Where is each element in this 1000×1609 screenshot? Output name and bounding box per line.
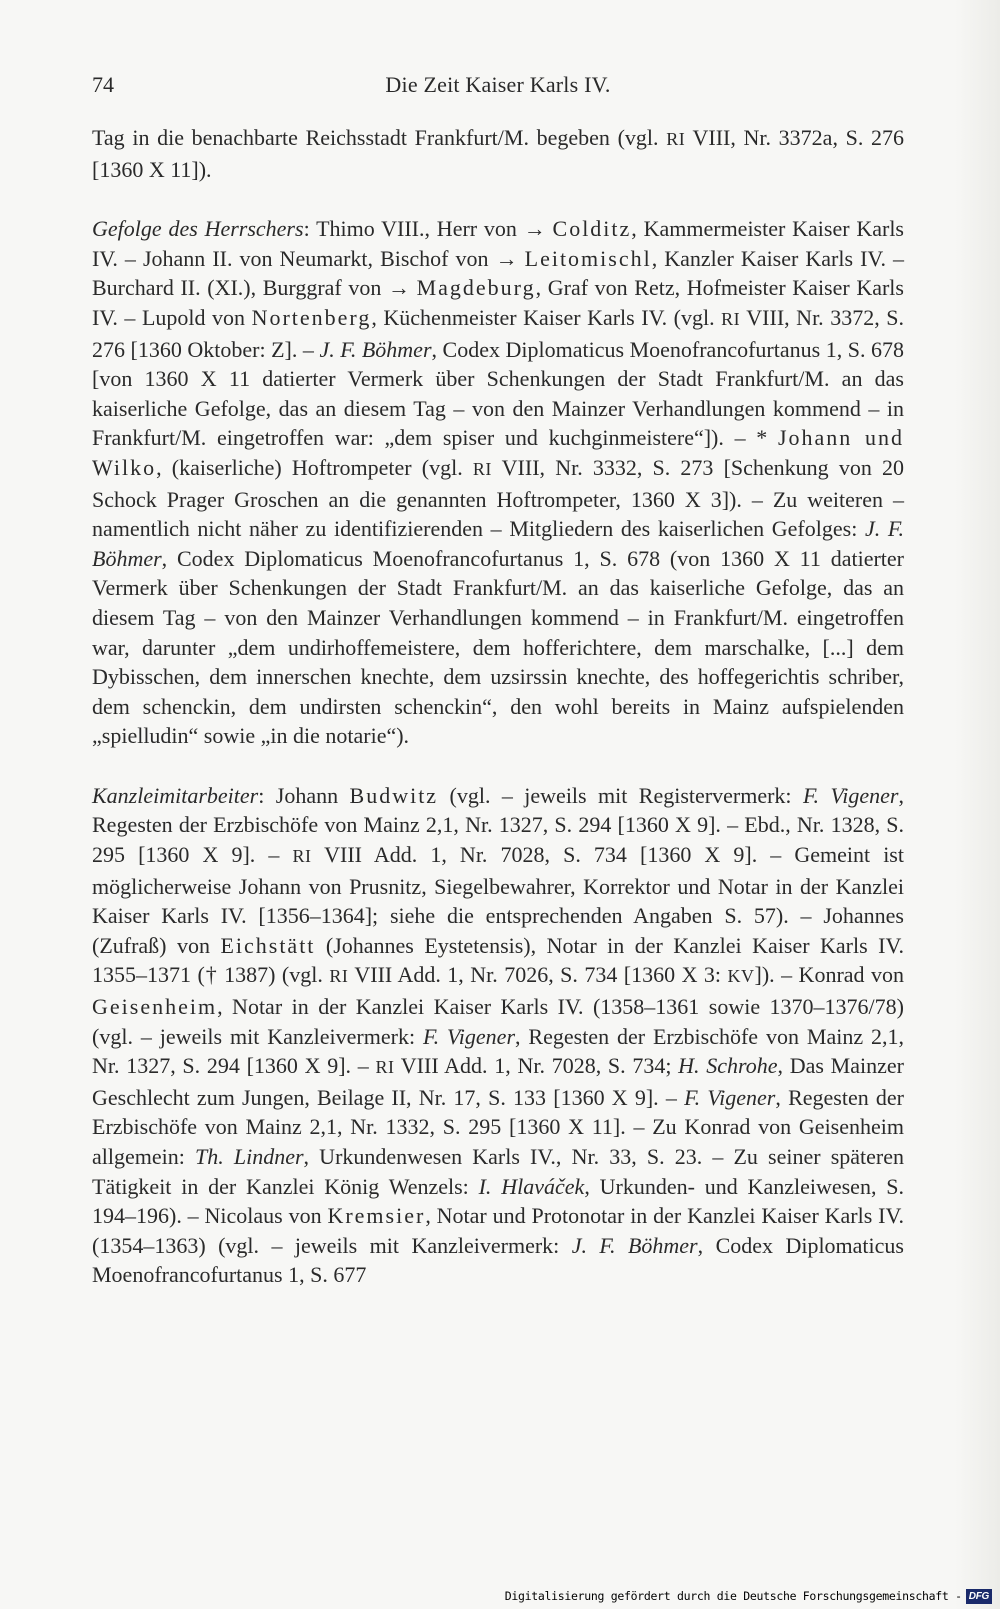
text-run: , Regesten der Erzbischöfe von Mainz 2,1, Nr. 1327, S. 294 [1360 X 9]. – [92,1023,904,1079]
abbrev-kv: KV [727,966,755,987]
page-number: 74 [92,72,114,97]
place-name: Geisenheim [92,994,218,1020]
text-run: VIII, Nr. 3372a, S. 276 [1360 X 11]). [92,125,905,182]
text-run: VIII Add. 1, Nr. 7026, S. 734 [1360 X 3: [348,962,728,988]
place-name: Leitomischl [524,245,652,271]
text-run: , Regesten der Erzbischöfe von Mainz 2,1, Nr. 1327, S. 294 [1360 X 9]. – Ebd., Nr. 1328, S. 295 [1360 X 9]. – [92,782,904,868]
digitization-credit [505,1587,992,1605]
text-run: , Kammermeister Kaiser Karls IV. – Johann II. von Neumarkt, Bischof von → [92,216,904,271]
dfg-logo: DFG [966,1589,992,1604]
place-name: Budwitz [349,782,439,808]
abbrev-ri: RI [292,846,312,867]
place-name: Magdeburg [416,275,536,301]
abbrev-ri: RI [472,458,492,479]
running-head [92,72,904,102]
paragraph-kanzlei [92,781,904,1290]
abbrev-ri: RI [666,129,686,149]
person-name: Johann und Wilko [92,425,904,480]
place-name: Eichstätt [220,932,316,958]
text-run: , Graf von Retz, Hofmeister Kaiser Karls IV. – Lupold von [92,275,904,330]
text-run: , Codex Diplomaticus Moenofrancofurtanus 1, S. 677 [92,1232,904,1288]
author-citation: F. Vigener [422,1023,516,1049]
author-citation: H. Schrohe [678,1053,778,1079]
text-run: , Küchenmeister Kaiser Karls IV. (vgl. [371,304,722,330]
author-citation: J. F. Böhmer [319,336,432,362]
text-run: , Urkundenwesen Karls IV., Nr. 33, S. 23. – Zu seiner späteren Tätigkeit in der Kanzlei König Wenzels: [92,1144,904,1199]
author-citation: J. F. Böhmer [92,516,904,571]
paragraph-gefolge [92,214,904,751]
author-citation: F. Vigener [802,782,899,808]
paragraph-intro [92,123,904,184]
place-name: Colditz [552,216,632,242]
text-run: : Thimo VIII., Herr von → [303,216,553,242]
text-run: , Kanzler Kaiser Karls IV. – Burchard II. (XI.), Burggraf von → [92,245,904,301]
author-citation: Th. Lindner [195,1144,304,1169]
text-run: , Notar und Protonotar in der Kanzlei Kaiser Karls IV. (1354–1363) (vgl. – jeweils mit Kanzleivermerk: [92,1203,905,1258]
place-name: Nortenberg [251,304,372,330]
text-run: VIII Add. 1, Nr. 7028, S. 734 [1360 X 9]. – Gemeint ist möglicherweise Johann von Prusnitz, Siegelbewahrer, Korrektor und Notar in der Kanzlei Kaiser Karls IV. [1356–1364]; siehe die entsprechenden Angaben S. 57). – Johannes (Zufraß) von [92,842,904,958]
text-run: Tag in die benachbarte Reichsstadt Frankfurt/M. begeben (vgl. [92,125,667,150]
text-run: , Urkunden- und Kanzleiwesen, S. 194–196). – Nicolaus von [92,1173,904,1229]
text-run: , (kaiserliche) Hoftrompeter (vgl. [156,454,473,480]
text-run: , Codex Diplomaticus Moenofrancofurtanus 1, S. 678 [von 1360 X 11 datierter Vermerk über Schenkungen der Stadt Frankfurt/M. an das kaiserliche Gefolge, das an diesem Tag – von den Mainzer Verhandlungen kommend – in Frankfurt/M. eingetroffen war: „dem spiser und kuchginmeistere“]). – * [92,336,904,451]
text-run: VIII, Nr. 3332, S. 273 [Schenkung von 20 Schock Prager Groschen an die genannten Hoftrompeter, 1360 X 3]). – Zu weiteren – namentlich nicht näher zu identifizierenden – Mitgliedern des kaiserlichen Gefolges: [92,454,905,542]
credit-text: Digitalisierung gefördert durch die Deutsche Forschungsgemeinschaft - [504,1589,962,1603]
text-run: , Notar in der Kanzlei Kaiser Karls IV. (1358–1361 sowie 1370–1376/78) (vgl. – jeweils mit Kanzleivermerk: [92,994,904,1049]
text-run: (vgl. – jeweils mit Registervermerk: [438,782,803,808]
section-heading-kanzlei: Kanzleimitarbeiter [92,782,259,808]
text-run: , Codex Diplomaticus Moenofrancofurtanus 1, S. 678 (von 1360 X 11 datierter Vermerk über Schenkungen der Stadt Frankfurt/M. an das kaiserliche Gefolge, das an diesem Tag – von den Mainzer Verhandlungen kommend – in Frankfurt/M. eingetroffen war, darunter „dem undirhoffemeistere, dem hofferichtere, dem marschalke, [...] dem Dybisschen, dem innerschen knechte, dem uzsirssin knechte, des hoffegerichtis schriber, dem schenckin, dem undirsten schenckin“, den wohl bereits in Mainz aufspielenden „spielludin“ sowie „in die notarie“). [92,545,904,749]
author-citation: F. Vigener [684,1084,776,1110]
text-run: , Das Mainzer Geschlecht zum Jungen, Beilage II, Nr. 17, S. 133 [1360 X 9]. – [92,1053,904,1110]
abbrev-ri: RI [329,966,349,987]
page-edge-shadow [955,0,1000,1609]
section-heading-gefolge: Gefolge des Herrschers [92,216,304,242]
text-run: ]). – Konrad von [754,962,904,988]
author-citation: J. F. Böhmer [571,1232,698,1258]
place-name: Kremsier [327,1203,426,1229]
text-run: VIII, Nr. 3372, S. 276 [1360 Oktober: Z]. – [92,304,904,362]
text-run: (Johannes Eystetensis), Notar in der Kanzlei Kaiser Karls IV. 1355–1371 († 1387) (vgl. [92,932,904,988]
page-body [92,123,904,1290]
text-run: , Regesten der Erzbischöfe von Mainz 2,1, Nr. 1332, S. 295 [1360 X 11]. – Zu Konrad von Geisenheim allgemein: [92,1084,904,1169]
text-run: VIII Add. 1, Nr. 7028, S. 734; [394,1053,679,1079]
abbrev-ri: RI [721,308,741,329]
chapter-title: Die Zeit Kaiser Karls IV. [385,72,611,97]
abbrev-ri: RI [375,1057,395,1078]
text-run: : Johann [258,782,350,808]
author-citation: I. Hlaváček [478,1173,585,1199]
